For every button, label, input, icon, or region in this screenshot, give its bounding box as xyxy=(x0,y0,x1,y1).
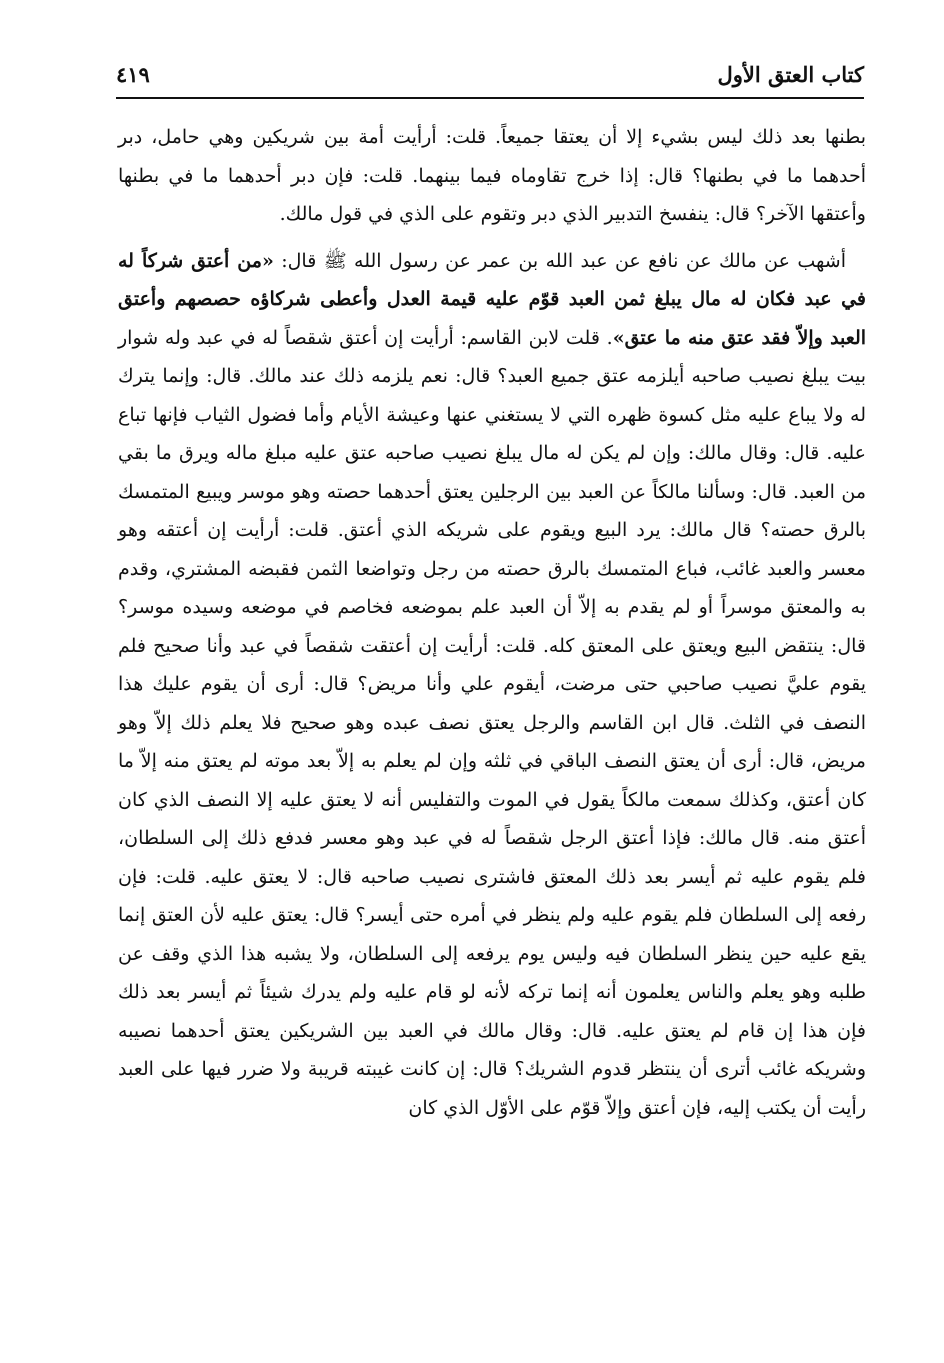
paragraph-1: بطنها بعد ذلك ليس بشيء إلا أن يعتقا جميعاً. قلت: أرأيت أمة بين شريكين وهي حامل، دبر أحدهما ما في بطنها؟ قال: إذا خرج تقاوماه فيما بينهما. قلت: فإن دبر أحدهما ما في بطنها وأعتقها الآخر؟ قال: ينفسخ التدبير الذي دبر وتقوم على الذي في قول مالك. xyxy=(118,126,866,225)
body-text xyxy=(118,118,866,1127)
hadith-quote: «من أعتق شركاً له في عبد فكان له مال يبلغ ثمن العبد قوّم عليه قيمة العدل وأعطى شركاؤه حصصهم وأعتق العبد وإلاّ فقد عتق منه ما عتق» xyxy=(118,249,867,349)
header-divider xyxy=(116,97,864,99)
paragraph-2-intro: أشهب عن مالك عن نافع عن عبد الله بن عمر عن رسول الله ﷺ قال: xyxy=(273,249,846,272)
page-header xyxy=(116,60,864,96)
paragraph-2-rest: . قلت لابن القاسم: أرأيت إن أعتق شقصاً له في عبد وله شوار بيت يبلغ نصيب صاحبه أيلزمه عتق جميع العبد؟ قال: نعم يلزمه ذلك عند مالك. قال: وإنما يترك له ولا يباع عليه مثل كسوة ظهره التي لا يستغني عنها وعيشة الأيام وأما فضول الثياب فإنها تباع عليه. قال: وقال مالك: وإن لم يكن له مال يبلغ نصيب صاحبه عتق عليه مبلغ ماله ويرق ما بقي من العبد. قال: وسألنا مالكاً عن العبد بين الرجلين يعتق أحدهما حصته وهو موسر ويبيع المتمسك بالرق حصته؟ قال مالك: يرد البيع ويقوم على شريكه الذي أعتق. قلت: أرأيت إن أعتقه وهو معسر والعبد غائب، فباع المتمسك بالرق حصته من رجل وتواضعا الثمن فقبضه المشتري، وقدم به والمعتق موسراً أو لم يقدم به إلاّ أن العبد علم بموضعه فخاصم في موضعه وسيده موسر؟ قال: ينتقض البيع ويعتق على المعتق كله. قلت: أرأيت إن أعتقت شقصاً في عبد وأنا صحيح فلم يقوم عليَّ نصيب صاحبي حتى مرضت، أيقوم علي وأنا مريض؟ قال: أرى أن يقوم عليك هذا النصف في الثلث. قال ابن القاسم والرجل يعتق نصف عبده وهو صحيح فلا يعلم ذلك إلاّ وهو مريض، قال: أرى أن يعتق النصف الباقي في ثلثه وإن لم يعلم به إلاّ بعد موته لم يعتق منه إلاّ ما كان أعتق، وكذلك سمعت مالكاً يقول في الموت والتفليس أنه لا يعتق عليه إلا النصف الذي كان أعتق منه. قال مالك: فإذا أعتق الرجل شقصاً له في عبد وهو معسر فدفع ذلك إلى السلطان، فلم يقوم عليه ثم أيسر بعد ذلك المعتق فاشترى نصيب صاحبه قال: لا يعتق عليه. قلت: فإن رفعه إلى السلطان فلم يقوم عليه ولم ينظر في أمره حتى أيسر؟ قال: يعتق عليه لأن العتق إنما يقع عليه حين ينظر السلطان فيه وليس يوم يرفعه إلى السلطان، ولا يشبه هذا الذي وقف عن طلبه وهو يعلم والناس يعلمون أنه إنما تركه لأنه لو قام عليه ولم يدرك شيئاً ثم أيسر بعد ذلك فإن هذا إن قام لم يعتق عليه. قال: وقال مالك في العبد بين الشريكين يعتق أحدهما نصيبه وشريكه غائب أترى أن ينتظر قدوم الشريك؟ قال: إن كانت غيبته قريبة ولا ضرر فيها على العبد رأيت أن يكتب إليه، فإن أعتق وإلاّ قوّم على الأوّل الذي كان xyxy=(118,326,866,1119)
paragraph-2 xyxy=(118,242,866,1128)
chapter-title: كتاب العتق الأول xyxy=(717,62,864,87)
page-number: ٤١٩ xyxy=(116,62,150,87)
